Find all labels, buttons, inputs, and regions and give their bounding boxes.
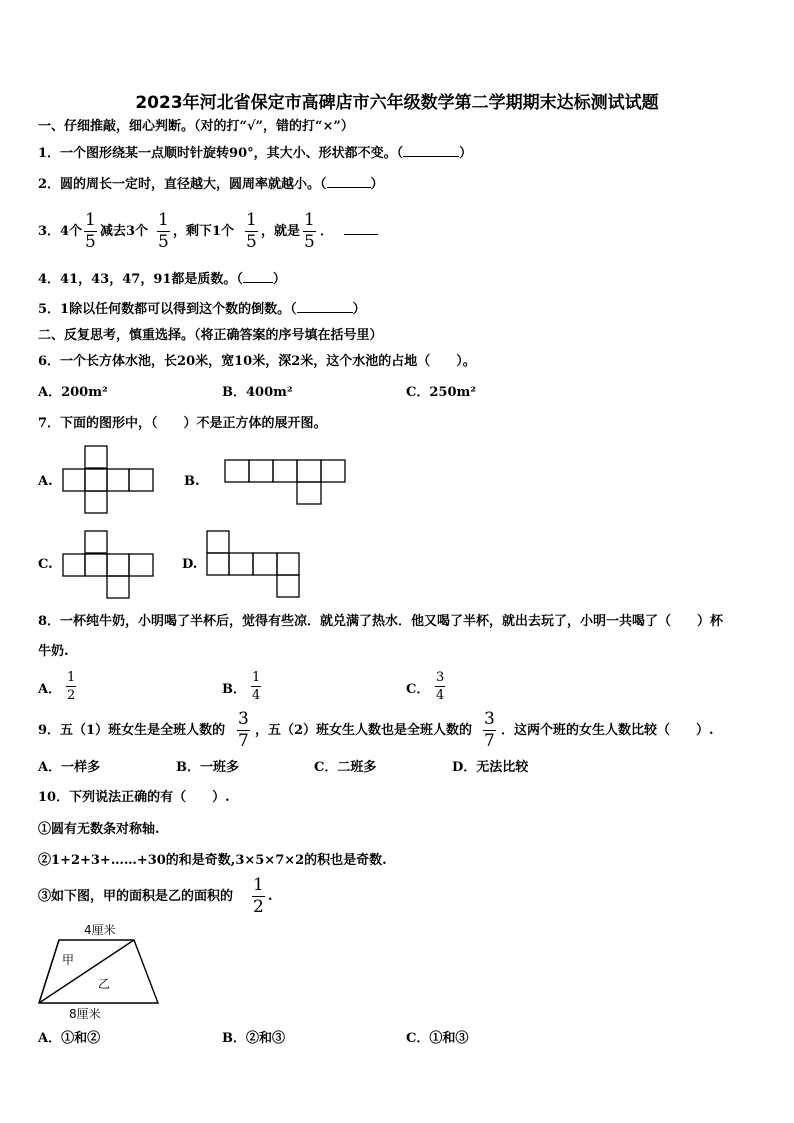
question-9-part-3: ．这两个班的女生人数比较（ ）. [501,723,714,738]
close-paren: ） [352,302,366,317]
option-a-label[interactable]: A. [38,474,53,489]
option-a[interactable]: A．一样多 [38,760,101,775]
answer-blank[interactable] [344,234,378,235]
denominator: 7 [484,731,495,751]
period: ． [320,224,334,239]
fraction-one-half [252,877,265,916]
numerator: 1 [246,210,257,230]
option-b[interactable]: B．一班多 [176,760,239,775]
option-b[interactable]: B．②和③ [222,1031,285,1046]
answer-blank[interactable] [403,156,459,157]
close-paren: ） [459,146,473,161]
question-10: 10．下列说法正确的有（ ）. [38,790,230,805]
cube-net-c [62,530,158,602]
option-c[interactable]: C．250m² [406,385,476,400]
bottom-length-label: 8厘米 [69,1007,101,1021]
option-c-label[interactable]: C. [38,557,53,572]
option-d[interactable]: D．无法比较 [452,760,529,775]
numerator: 1 [85,210,96,230]
question-7: 7．下面的图形中，（ ）不是正方体的展开图。 [38,416,327,431]
answer-blank[interactable] [243,282,273,283]
denominator: 5 [246,232,257,252]
close-paren: ） [370,177,384,192]
question-2-text: 2．圆的周长一定时，直径越大，圆周率就越小。（ [38,177,327,192]
section-2-heading: 二、反复思考，慎重选择。（将正确答案的序号填在括号里） [38,328,383,343]
numerator: 3 [238,709,249,729]
denominator: 5 [85,232,96,252]
question-3-part-4: ，就是 [261,224,301,239]
question-5 [38,301,366,319]
option-b[interactable]: B． [222,682,246,697]
fraction-three-sevenths [237,711,250,750]
denominator: 4 [436,688,445,703]
numerator: 1 [158,210,169,230]
section-1-heading: 一、仔细推敲，细心判断。（对的打“√”，错的打“×”） [38,119,354,134]
option-a[interactable]: A．①和② [38,1031,101,1046]
question-8-line-2: 牛奶. [38,644,69,659]
numerator: 1 [304,210,315,230]
denominator: 4 [252,688,261,703]
numerator: 1 [253,875,264,895]
numerator: 3 [484,709,495,729]
option-c[interactable]: C． [406,682,430,697]
question-2 [38,176,384,194]
question-6: 6．一个长方体水池，长20米，宽10米，深2米，这个水池的占地（ ）。 [38,354,476,369]
numerator: 1 [67,670,76,685]
question-4-text: 4．41，43，47，91都是质数。（ [38,272,243,287]
statement-1: ①圆有无数条对称轴. [38,822,160,837]
statement-3: ③如下图，甲的面积是乙的面积的 [38,889,234,904]
fraction-option-c [435,671,445,702]
fraction-three-sevenths [483,711,496,750]
cube-net-a [62,445,158,517]
question-9-part-2: ，五（2）班女生人数也是全班人数的 [255,723,473,738]
question-4 [38,271,286,289]
answer-blank[interactable] [327,187,371,188]
numerator: 1 [252,670,261,685]
close-paren: ） [272,272,286,287]
fraction-one-fifth [245,212,258,251]
answer-blank[interactable] [297,312,353,313]
denominator: 7 [238,731,249,751]
fraction-one-fifth [84,212,97,251]
option-a[interactable]: A． [38,682,62,697]
question-1-text: 1．一个图形绕某一点顺时针旋转90°，其大小、形状都不变。（ [38,146,404,161]
question-3-part-5 [320,223,378,241]
denominator: 5 [304,232,315,252]
fraction-option-a [66,671,76,702]
fraction-one-fifth [303,212,316,251]
question-1 [38,145,472,163]
option-b[interactable]: B．400m² [222,385,293,400]
statement-2: ②1+2+3+……+30的和是奇数,3×5×7×2的积也是奇数. [38,853,387,868]
fraction-one-fifth [157,212,170,251]
question-3-part-1: 3．4个 [38,224,83,239]
option-c[interactable]: C．①和③ [406,1031,469,1046]
numerator: 3 [436,670,445,685]
denominator: 2 [67,688,76,703]
top-length-label: 4厘米 [84,923,116,937]
question-5-text: 5．1除以任何数都可以得到这个数的倒数。（ [38,302,297,317]
option-b-label[interactable]: B. [184,474,200,489]
question-3-part-2: 减去3个 [100,224,149,239]
denominator: 5 [158,232,169,252]
option-c[interactable]: C．二班多 [314,760,377,775]
cube-net-b [224,458,348,508]
fraction-option-b [251,671,261,702]
option-d-label[interactable]: D. [182,557,198,572]
region-jia-label: 甲 [62,953,75,967]
page-title: 2023年河北省保定市高碑店市六年级数学第二学期期末达标测试试题 [135,93,659,113]
statement-3-end: . [268,889,273,904]
question-3-part-3: ，剩下1个 [173,224,235,239]
question-8-line-1: 8．一杯纯牛奶，小明喝了半杯后，觉得有些凉．就兑满了热水．他又喝了半杯，就出去玩了，小明一共喝了（ ）杯 [38,614,724,629]
option-a[interactable]: A．200m² [38,385,108,400]
denominator: 2 [253,897,264,917]
cube-net-d [206,530,302,602]
trapezoid-figure [34,920,164,1022]
region-yi-label: 乙 [98,977,111,991]
question-9-part-1: 9．五（1）班女生是全班人数的 [38,723,226,738]
